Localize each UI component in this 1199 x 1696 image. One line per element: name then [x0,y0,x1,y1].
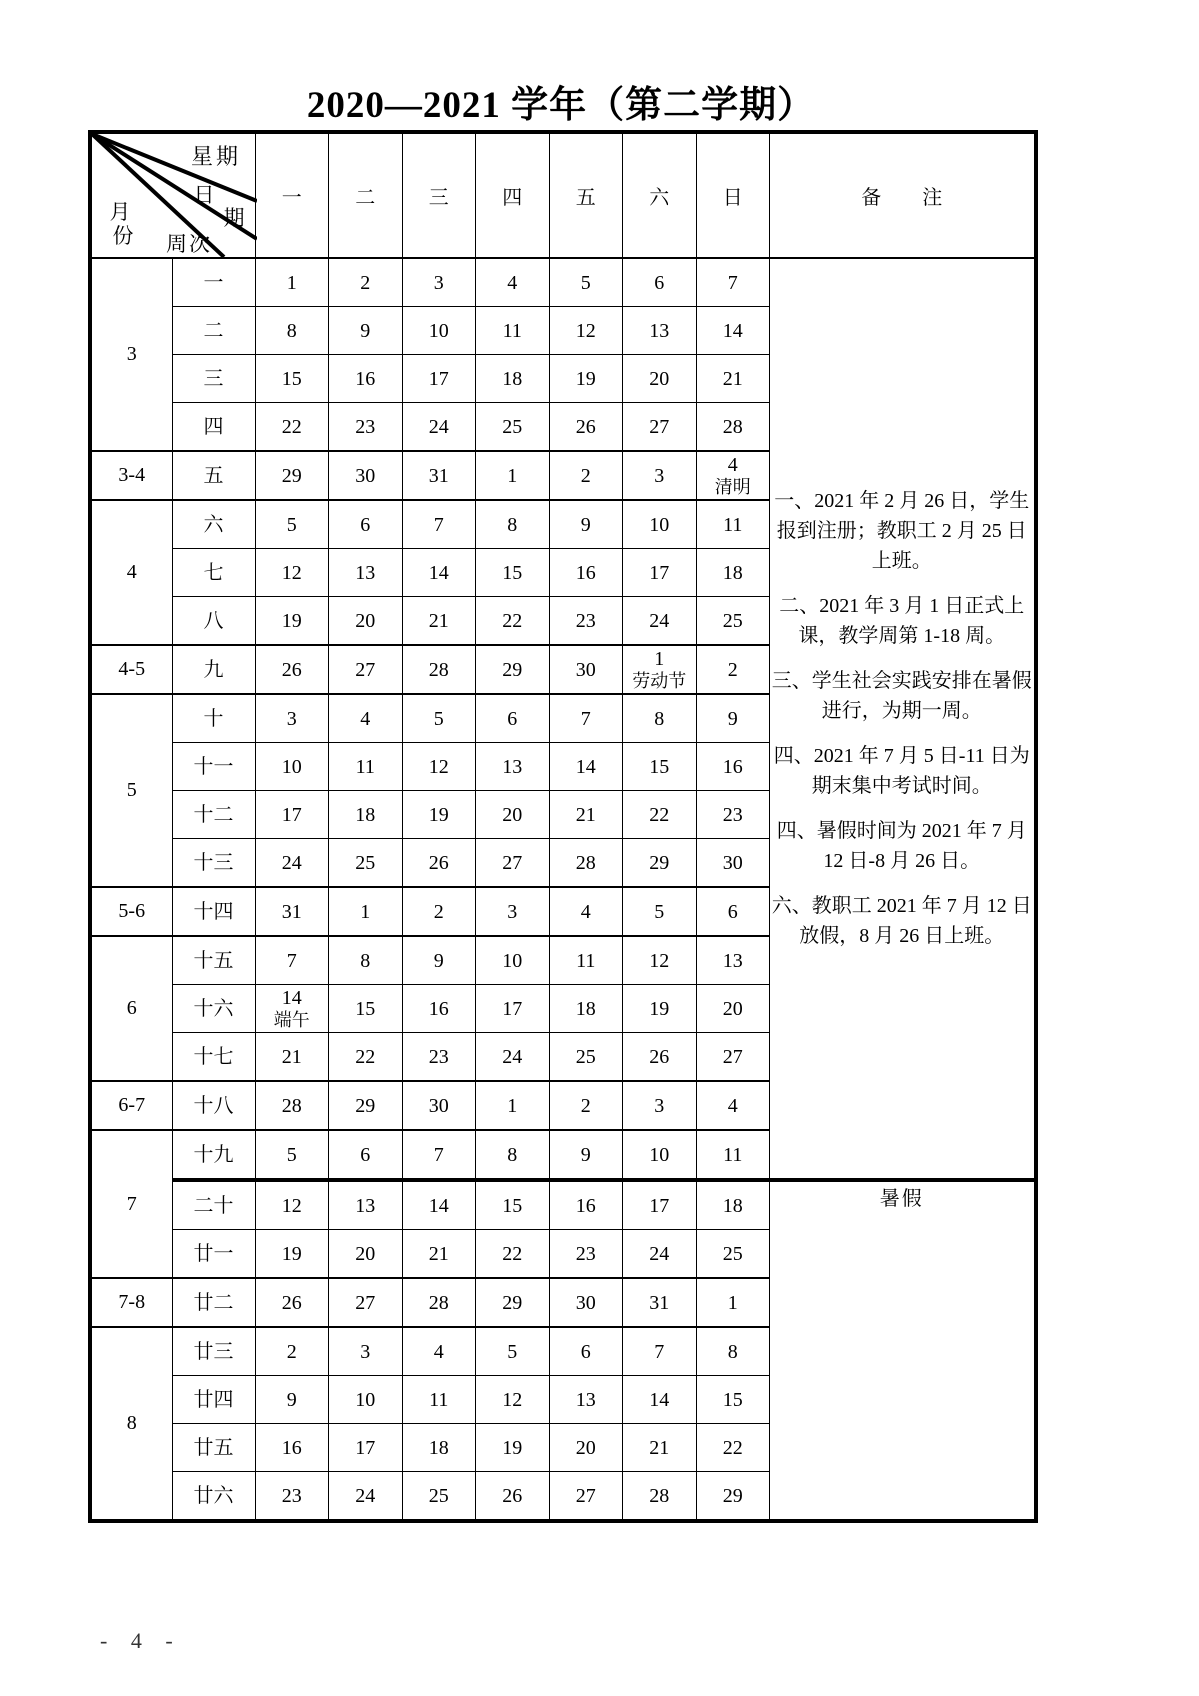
date-cell: 24 [329,1472,403,1522]
date-cell [623,645,697,694]
month-cell: 8 [90,1327,172,1521]
week-cell: 五 [172,451,255,500]
date-cell: 15 [329,985,403,1033]
remark-note: 四、2021 年 7 月 5 日-11 日为期末集中考试时间。 [773,745,1030,797]
date-cell: 1 [476,1081,550,1130]
date-cell: 24 [402,403,476,452]
date-cell: 26 [623,1033,697,1082]
date-cell: 21 [402,1230,476,1279]
corner-label-month-2: 份 [112,224,134,248]
corner-label-month-1: 月 [109,200,131,224]
date-cell: 8 [476,500,550,549]
date-cell: 14 [696,307,770,355]
date-cell: 22 [329,1033,403,1082]
date-cell: 8 [623,694,697,743]
date-cell: 5 [255,1130,329,1180]
date-cell: 25 [696,1230,770,1279]
week-cell: 二 [172,307,255,355]
week-cell: 二十 [172,1180,255,1230]
date-cell: 16 [255,1424,329,1472]
remarks-cell [770,258,1036,1180]
date-cell: 6 [696,887,770,936]
date-cell: 17 [623,1180,697,1230]
date-cell: 16 [549,549,623,597]
date-cell: 30 [549,1278,623,1327]
date-cell: 31 [623,1278,697,1327]
date-cell: 17 [476,985,550,1033]
week-cell: 七 [172,549,255,597]
date-cell: 10 [402,307,476,355]
day-header-cell: 五 [549,132,623,258]
date-cell: 27 [623,403,697,452]
week-cell: 九 [172,645,255,694]
date-number: 1 [654,647,665,670]
date-cell: 16 [329,355,403,403]
date-cell: 12 [255,549,329,597]
corner-label-weekday: 星期 [190,144,242,169]
week-cell: 廿三 [172,1327,255,1376]
date-cell: 13 [329,1180,403,1230]
date-cell: 13 [623,307,697,355]
date-cell: 2 [402,887,476,936]
date-cell: 26 [402,839,476,888]
date-cell: 17 [255,791,329,839]
month-cell: 3 [90,258,172,451]
date-cell: 15 [623,743,697,791]
corner-label-date-2: 期 [223,206,245,230]
date-cell: 16 [402,985,476,1033]
date-cell: 5 [549,258,623,307]
date-cell: 8 [255,307,329,355]
date-cell: 7 [255,936,329,985]
date-cell: 23 [255,1472,329,1522]
date-cell: 6 [329,500,403,549]
date-cell: 27 [549,1472,623,1522]
week-cell: 十七 [172,1033,255,1082]
date-cell: 31 [402,451,476,500]
day-header-cell: 一 [255,132,329,258]
week-cell: 十二 [172,791,255,839]
date-cell: 14 [623,1376,697,1424]
date-cell: 21 [255,1033,329,1082]
date-cell: 11 [549,936,623,985]
date-cell: 28 [402,645,476,694]
date-cell: 22 [623,791,697,839]
week-cell: 十三 [172,839,255,888]
corner-cell [90,132,255,258]
date-cell: 18 [549,985,623,1033]
date-cell: 27 [329,1278,403,1327]
date-cell: 17 [402,355,476,403]
date-cell [696,451,770,500]
date-cell: 11 [402,1376,476,1424]
date-cell: 22 [476,597,550,646]
date-cell: 19 [255,1230,329,1279]
remark-note: 四、暑假时间为 2021 年 7 月 12 日-8 月 26 日。 [776,820,1027,872]
date-cell: 12 [255,1180,329,1230]
date-cell: 18 [329,791,403,839]
week-cell: 廿五 [172,1424,255,1472]
date-cell: 10 [255,743,329,791]
date-cell: 12 [402,743,476,791]
date-cell: 15 [696,1376,770,1424]
day-header-cell: 日 [696,132,770,258]
date-cell: 25 [696,597,770,646]
date-cell: 20 [623,355,697,403]
date-cell: 19 [255,597,329,646]
date-cell: 13 [476,743,550,791]
date-cell: 4 [549,887,623,936]
date-cell: 14 [402,1180,476,1230]
month-cell: 3-4 [90,451,172,500]
date-cell: 30 [696,839,770,888]
date-cell: 25 [402,1472,476,1522]
table-row [90,258,1036,307]
date-cell: 2 [549,1081,623,1130]
date-cell: 3 [329,1327,403,1376]
date-cell: 12 [476,1376,550,1424]
date-cell: 7 [696,258,770,307]
date-cell: 5 [623,887,697,936]
date-cell: 31 [255,887,329,936]
date-cell: 14 [402,549,476,597]
date-cell: 24 [476,1033,550,1082]
date-cell: 30 [329,451,403,500]
week-cell: 十四 [172,887,255,936]
corner-label-date-1: 日 [193,183,215,207]
date-cell: 15 [476,1180,550,1230]
week-cell: 一 [172,258,255,307]
week-cell: 三 [172,355,255,403]
date-cell: 16 [696,743,770,791]
date-cell: 13 [549,1376,623,1424]
date-cell: 2 [549,451,623,500]
date-cell: 28 [623,1472,697,1522]
date-cell: 9 [696,694,770,743]
date-cell: 2 [696,645,770,694]
date-cell: 29 [476,1278,550,1327]
corner-diagonal-lines [92,134,257,257]
remark-note: 三、学生社会实践安排在暑假进行，为期一周。 [771,670,1032,722]
date-cell: 24 [255,839,329,888]
month-cell: 7 [90,1130,172,1278]
date-cell: 14 [549,743,623,791]
date-cell: 20 [549,1424,623,1472]
week-cell: 十五 [172,936,255,985]
calendar-body [90,258,1036,1521]
remark-note: 二、2021 年 3 月 1 日正式上课，教学周第 1-18 周。 [779,595,1025,647]
date-cell: 26 [476,1472,550,1522]
date-cell: 28 [255,1081,329,1130]
week-cell: 十九 [172,1130,255,1180]
date-cell: 17 [623,549,697,597]
date-cell: 23 [696,791,770,839]
date-cell: 15 [476,549,550,597]
date-cell: 8 [329,936,403,985]
date-cell: 3 [623,1081,697,1130]
date-cell: 29 [329,1081,403,1130]
date-cell: 7 [402,500,476,549]
date-cell: 23 [329,403,403,452]
date-cell: 3 [476,887,550,936]
date-number: 4 [727,453,738,476]
date-cell: 23 [549,597,623,646]
date-cell: 10 [476,936,550,985]
date-cell: 11 [696,500,770,549]
month-cell: 5 [90,694,172,887]
date-cell: 9 [549,500,623,549]
date-cell: 6 [329,1130,403,1180]
date-cell: 27 [476,839,550,888]
date-cell: 11 [476,307,550,355]
date-cell: 11 [329,743,403,791]
date-cell: 6 [623,258,697,307]
date-cell: 12 [549,307,623,355]
date-number: 14 [281,986,302,1009]
date-cell: 23 [402,1033,476,1082]
date-cell: 25 [329,839,403,888]
date-cell: 8 [476,1130,550,1180]
date-cell: 24 [623,1230,697,1279]
date-cell: 6 [549,1327,623,1376]
date-cell: 6 [476,694,550,743]
date-cell: 20 [329,597,403,646]
date-cell: 29 [476,645,550,694]
date-cell: 29 [623,839,697,888]
date-cell: 29 [255,451,329,500]
date-cell: 1 [255,258,329,307]
holiday-label: 劳动节 [632,670,687,691]
day-header-cell: 二 [329,132,403,258]
date-cell: 15 [255,355,329,403]
date-cell: 26 [549,403,623,452]
week-cell: 六 [172,500,255,549]
date-cell: 28 [696,403,770,452]
month-cell: 4 [90,500,172,645]
month-cell: 7-8 [90,1278,172,1327]
date-cell: 7 [623,1327,697,1376]
date-cell: 27 [696,1033,770,1082]
date-cell: 9 [255,1376,329,1424]
date-cell: 25 [476,403,550,452]
date-cell: 20 [329,1230,403,1279]
holiday-label: 清明 [714,476,751,497]
table-row [90,1180,1036,1230]
date-cell: 19 [402,791,476,839]
date-cell: 28 [402,1278,476,1327]
date-cell: 10 [623,1130,697,1180]
date-cell: 18 [402,1424,476,1472]
week-cell: 十六 [172,985,255,1033]
month-cell: 6-7 [90,1081,172,1130]
date-cell: 8 [696,1327,770,1376]
date-cell: 9 [549,1130,623,1180]
date-cell: 4 [329,694,403,743]
date-cell: 12 [623,936,697,985]
date-cell: 18 [696,549,770,597]
date-cell: 19 [623,985,697,1033]
date-cell: 26 [255,1278,329,1327]
date-cell: 23 [549,1230,623,1279]
date-cell: 10 [623,500,697,549]
date-cell: 24 [623,597,697,646]
week-cell: 廿二 [172,1278,255,1327]
date-cell: 13 [329,549,403,597]
date-cell: 17 [329,1424,403,1472]
date-cell: 18 [476,355,550,403]
date-cell: 19 [476,1424,550,1472]
date-cell: 16 [549,1180,623,1230]
page-number: - 4 - [100,1628,182,1653]
week-cell: 四 [172,403,255,452]
week-cell: 廿一 [172,1230,255,1279]
week-cell: 廿六 [172,1472,255,1522]
date-cell: 25 [549,1033,623,1082]
date-cell: 3 [623,451,697,500]
page-title: 2020—2021 学年（第二学期） [306,85,816,126]
date-cell: 1 [476,451,550,500]
remark-note: 一、2021 年 2 月 26 日，学生报到注册；教职工 2 月 25 日上班。 [774,490,1030,572]
month-cell: 4-5 [90,645,172,694]
date-cell: 5 [402,694,476,743]
date-cell: 5 [476,1327,550,1376]
date-cell: 29 [696,1472,770,1522]
date-cell: 30 [402,1081,476,1130]
date-cell: 7 [549,694,623,743]
date-cell: 3 [255,694,329,743]
date-cell: 13 [696,936,770,985]
date-cell: 2 [255,1327,329,1376]
remarks-header-cell: 备 注 [770,132,1036,258]
holiday-label: 端午 [273,1009,310,1030]
date-cell: 4 [402,1327,476,1376]
week-cell: 十 [172,694,255,743]
header-row [90,132,1036,258]
week-cell: 廿四 [172,1376,255,1424]
date-cell: 18 [696,1180,770,1230]
date-cell [255,985,329,1033]
day-header-cell: 四 [476,132,550,258]
academic-calendar-table [88,130,1038,1523]
date-cell: 1 [329,887,403,936]
date-cell: 11 [696,1130,770,1180]
week-cell: 十一 [172,743,255,791]
vacation-cell: 暑假 [770,1180,1036,1521]
date-cell: 21 [549,791,623,839]
date-cell: 27 [329,645,403,694]
week-cell: 十八 [172,1081,255,1130]
date-cell: 7 [402,1130,476,1180]
week-cell: 八 [172,597,255,646]
remark-note: 六、教职工 2021 年 7 月 12 日放假，8 月 26 日上班。 [771,895,1032,947]
date-cell: 4 [696,1081,770,1130]
date-cell: 9 [402,936,476,985]
date-cell: 28 [549,839,623,888]
corner-label-weekno: 周次 [166,232,212,256]
date-cell: 22 [255,403,329,452]
date-cell: 20 [696,985,770,1033]
date-cell: 21 [696,355,770,403]
month-cell: 5-6 [90,887,172,936]
day-header-cell: 六 [623,132,697,258]
day-header-cell: 三 [402,132,476,258]
date-cell: 2 [329,258,403,307]
date-cell: 1 [696,1278,770,1327]
date-cell: 26 [255,645,329,694]
date-cell: 3 [402,258,476,307]
date-cell: 5 [255,500,329,549]
date-cell: 21 [623,1424,697,1472]
date-cell: 9 [329,307,403,355]
month-cell: 6 [90,936,172,1081]
date-cell: 21 [402,597,476,646]
date-cell: 20 [476,791,550,839]
date-cell: 19 [549,355,623,403]
date-cell: 22 [476,1230,550,1279]
date-cell: 10 [329,1376,403,1424]
date-cell: 30 [549,645,623,694]
date-cell: 4 [476,258,550,307]
date-cell: 22 [696,1424,770,1472]
